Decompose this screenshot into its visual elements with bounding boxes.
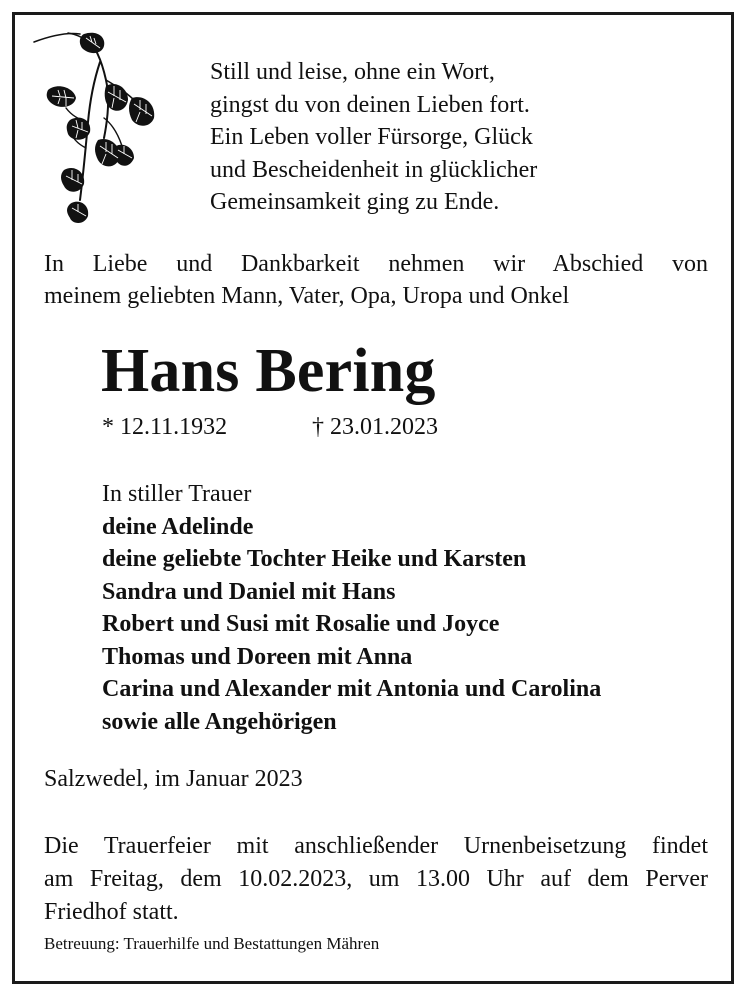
service-line: am Freitag, dem 10.02.2023, um 13.00 Uhr auf dem Perver xyxy=(44,866,708,892)
mourner-line: Carina und Alexander mit Antonia und Carolina xyxy=(102,676,602,702)
poem-line: Ein Leben voller Fürsorge, Glück xyxy=(210,124,533,150)
poem-line: Gemeinsamkeit ging zu Ende. xyxy=(210,189,500,215)
intro-line: In Liebe und Dankbarkeit nehmen wir Abschied von xyxy=(44,251,708,277)
mourner-line: Thomas und Doreen mit Anna xyxy=(102,643,413,670)
intro-line: meinem geliebten Mann, Vater, Opa, Uropa und Onkel xyxy=(44,283,570,309)
mourner-line: deine geliebte Tochter Heike und Karsten xyxy=(102,546,527,572)
farewell-intro xyxy=(44,248,708,312)
poem-line: und Bescheidenheit in glücklicher xyxy=(210,156,538,183)
death-date: † 23.01.2023 xyxy=(312,414,438,440)
life-dates xyxy=(102,412,438,442)
mourner-line: Sandra und Daniel mit Hans xyxy=(102,578,396,605)
birth-date: * 12.11.1932 xyxy=(102,414,228,440)
poem-line: gingst du von deinen Lieben fort. xyxy=(210,91,530,118)
mourner-line: deine Adelinde xyxy=(102,513,254,540)
memorial-poem xyxy=(210,56,537,219)
birch-branch-icon xyxy=(30,28,162,228)
mourner-line: Robert und Susi mit Rosalie und Joyce xyxy=(102,611,500,637)
mourners-heading: In stiller Trauer xyxy=(102,481,252,507)
mourners-list xyxy=(102,478,601,738)
funeral-service-info xyxy=(44,830,708,929)
mourner-line: sowie alle Angehörigen xyxy=(102,708,337,735)
deceased-name: Hans Bering xyxy=(101,337,436,405)
place-and-date: Salzwedel, im Januar 2023 xyxy=(44,766,303,792)
funeral-home-credit: Betreuung: Trauerhilfe und Bestattungen Mähren xyxy=(44,934,380,953)
service-line: Friedhof statt. xyxy=(44,899,179,925)
service-line: Die Trauerfeier mit anschließender Urnenbeisetzung findet xyxy=(44,833,708,859)
poem-line: Still und leise, ohne ein Wort, xyxy=(210,59,495,85)
